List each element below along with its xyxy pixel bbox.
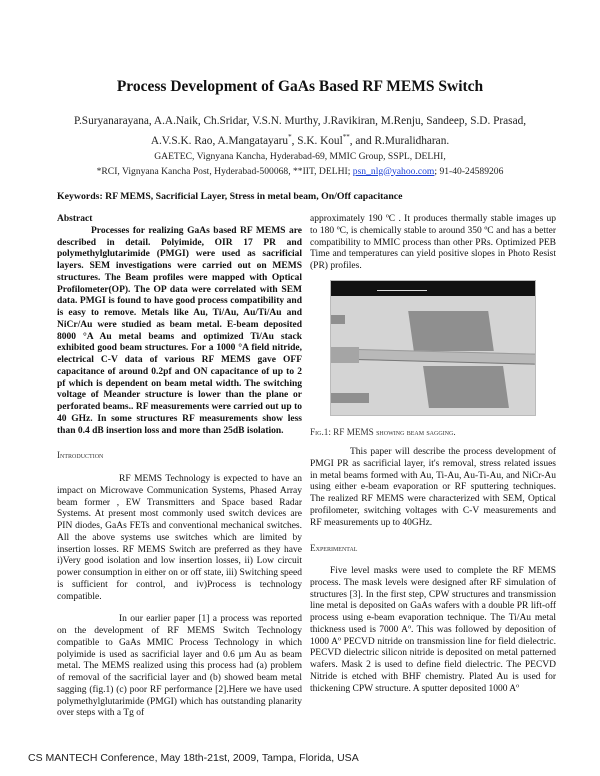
author-text: , S.K. Koul bbox=[291, 134, 343, 147]
figure-caption: Fig.1: RF MEMS showing beam sagging. bbox=[310, 427, 456, 437]
sem-beam bbox=[331, 348, 535, 364]
left-column bbox=[57, 214, 302, 720]
experimental-heading: Experimental bbox=[310, 543, 358, 554]
introduction-paragraph-1: RF MEMS Technology is expected to have an impact on Microwave Communication Systems, Phased Array beam former , EW Transmitters and Space based Radar Systems. At present most commonly used switch devices are PIN diodes, GaAs FETs and conventional mechanical switches. All the above systems use switches which are limited by insertion losses. RF MEMS Switch are preferred as they have i)Very good isolation and low insertion losses, ii) Low circuit power consumption in either on or off state, iii) Switching speed is sufficient for control, and iv)Process is technology compatible. bbox=[57, 474, 302, 602]
affiliation-mark: * bbox=[288, 133, 292, 141]
abstract-heading: Abstract bbox=[57, 214, 93, 224]
authors-line-2 bbox=[0, 129, 600, 149]
sem-anchor bbox=[331, 347, 359, 363]
affiliations bbox=[0, 150, 600, 179]
keywords: Keywords: RF MEMS, Sacrificial Layer, Stress in metal beam, On/Off capacitance bbox=[57, 191, 403, 202]
right-column-bottom bbox=[310, 447, 556, 695]
author-text: A.V.S.K. Rao, A.Mangatayaru bbox=[150, 134, 289, 147]
affiliation-text: *RCI, Vignyana Kancha Post, Hyderabad-500068, **IIT, DELHI; bbox=[96, 165, 353, 177]
sem-pad bbox=[331, 393, 369, 403]
author-list bbox=[0, 113, 600, 149]
continued-paragraph: approximately 190 ºC . It produces thermally stable images up to 180 ºC, is chemically stable to around 350 ºC and has a better compatibility to MMIC process than other PRs. Optimized PEB Time and temperatures can yield positive slopes in Photo Resist (PR) profiles. bbox=[310, 214, 556, 271]
figure-caption-wrap bbox=[310, 427, 556, 439]
introduction-paragraph-2: In our earlier paper [1] a process was reported on the development of RF MEMS Switch Technology compatible to GaAs MMIC Process Technology in which polyimide is used as sacrificial layer and 0.6 µm Au as beam metal. The MEMS realized using this process had (a) problem of removal of the sacrificial layer and (b) showed beam metal sagging (fig.1) (c) poor RF performance [2].Here we have used polymethylglutarimide (PMGI) which has outstanding planarity over steps with a Tg of bbox=[57, 614, 302, 719]
conference-footer: CS MANTECH Conference, May 18th-21st, 2009, Tampa, Florida, USA bbox=[28, 752, 359, 764]
phone-text: ; 91-40-24589206 bbox=[434, 165, 504, 177]
affiliation-line-2 bbox=[0, 165, 600, 180]
sem-electrode-bottom bbox=[423, 366, 509, 408]
authors-line-1: P.Suryanarayana, A.A.Naik, Ch.Sridar, V.S.N. Murthy, J.Ravikiran, M.Renju, Sandeep, S.D. Prasad, bbox=[73, 115, 527, 127]
affiliation-line-1: GAETEC, Vignyana Kancha, Hyderabad-69, MMIC Group, SSPL, DELHI, bbox=[154, 151, 446, 162]
experimental-paragraph: Five level masks were used to complete the RF MEMS process. The mask levels were designed after RF simulation of structures [3]. In the first step, CPW structures and transmission line metal is deposited on GaAs wafers with a double PR lift-off process using e-beam evaporation technique. The Ti/Au metal thickness used is 7000 Aº. This was followed by deposition of 1000 Aº PECVD nitride on transmission line for field dielectric. PECVD dielectric silicon nitride is deposited on metal patterned wafers. Mask 2 is used to define field dielectric. The PECVD Nitride is etched with BHF chemistry. Plated Au is used for thickening CPW structure. A sputter deposited 1000 Aº bbox=[310, 566, 556, 694]
email-link[interactable]: psn_nlg@yahoo.com bbox=[352, 165, 435, 177]
sem-figure-image bbox=[330, 280, 536, 416]
describe-paragraph: This paper will describe the process development of PMGI PR as sacrificial layer, it's removal, stress related issues in metal beams formed with Au, Ti-Au, Au-Ti-Au, and NiCr-Au using either e-beam evaporation or RF sputtering techniques. The realized RF MEMS were characterized with SEM, Optical profilometer, switching voltages with C-V measurements and RF measurements up to 40GHz. bbox=[310, 447, 556, 528]
abstract-text: Processes for realizing GaAs based RF MEMS are described in detail. Polyimide, OIR 17 PR and polymethylglutarimide (PMGI) were used as sacrificial layers. SEM investigations were carried out on MEMS structures. The Beam profiles were mapped with Optical Profilometer(OP). The OP data were correlated with SEM data. PMGI is found to have good process compatibility and is easy to remove. Metals like Au, Ti/Au, Au/Ti/Au and NiCr/Au were studied as beam metal. E-beam deposited 8000 °A Au metal beams and optimized Ti/Au stack exhibited good beam structures. For a 1000 °A field nitride, electrical C-V data of various RF MEMS gave OFF capacitance of around 0.2pf and ON capacitance of up to 2 pf which is dependent on beam metal width. The switching voltage of Meander structure is lower than the plane or perforated beams.. RF measurements were carried out up to 40 GHz. In some structures RF measurements show less than 0.4 dB insertion loss and more than 25dB isolation. bbox=[57, 225, 302, 436]
paper-title: Process Development of GaAs Based RF MEMS Switch bbox=[116, 78, 484, 95]
sem-info-bar bbox=[331, 281, 535, 296]
right-column-top bbox=[310, 214, 556, 273]
affiliation-mark: ** bbox=[342, 133, 350, 141]
sem-electrode-top bbox=[408, 311, 494, 351]
author-text: , and R.Muralidharan. bbox=[349, 134, 450, 147]
sem-pad bbox=[331, 315, 345, 324]
introduction-heading: Introduction bbox=[57, 450, 104, 461]
